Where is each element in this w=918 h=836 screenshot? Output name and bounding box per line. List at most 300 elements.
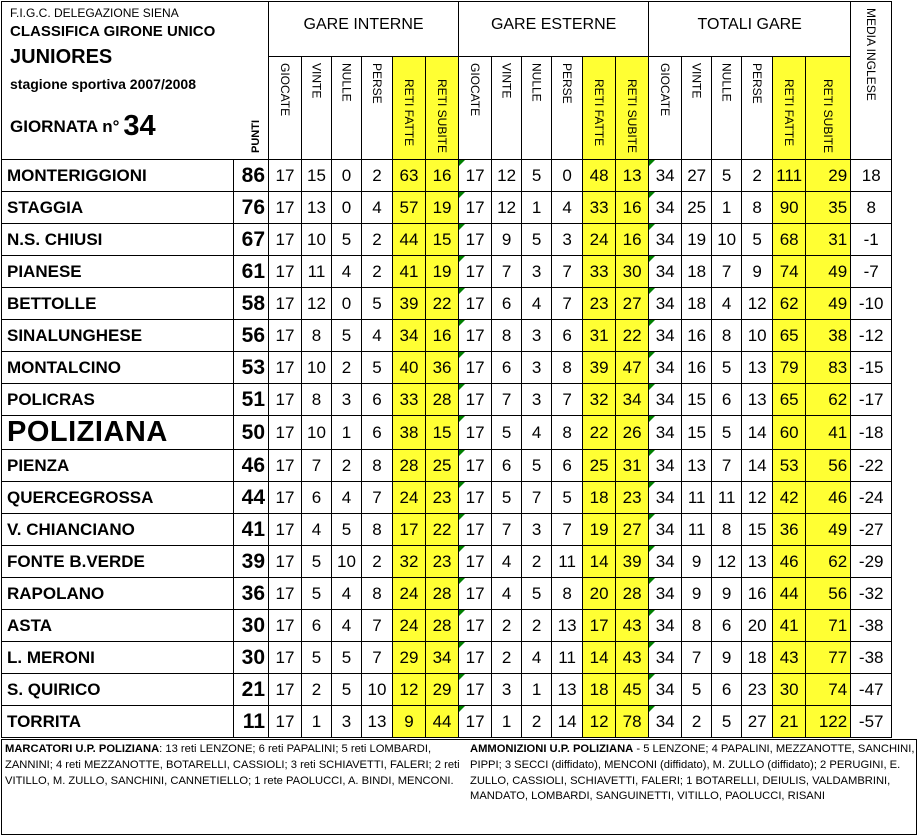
english-average: -15 — [851, 352, 892, 384]
total-reti-subite: 56 — [806, 450, 851, 482]
team-name: QUERCEGROSSA — [2, 482, 234, 514]
away-reti-subite: 23 — [616, 482, 649, 514]
away-giocate: 17 — [459, 450, 492, 482]
away-perse: 6 — [552, 320, 583, 352]
team-points: 76 — [234, 192, 269, 224]
team-name: PIANESE — [2, 256, 234, 288]
total-giocate: 34 — [649, 546, 682, 578]
away-reti-fatte: 18 — [583, 674, 616, 706]
total-nulle: 11 — [712, 482, 742, 514]
team-points: 56 — [234, 320, 269, 352]
total-reti-subite: 31 — [806, 224, 851, 256]
col-header-away-perse — [552, 57, 583, 160]
away-reti-subite: 47 — [616, 352, 649, 384]
team-points: 51 — [234, 384, 269, 416]
table-row — [2, 352, 892, 384]
average-header — [851, 2, 892, 160]
total-giocate: 34 — [649, 706, 682, 738]
away-perse: 11 — [552, 546, 583, 578]
home-giocate: 17 — [269, 160, 302, 192]
team-points: 58 — [234, 288, 269, 320]
points-header: PUNTI — [250, 120, 262, 153]
team-points: 46 — [234, 450, 269, 482]
away-giocate: 17 — [459, 160, 492, 192]
home-giocate: 17 — [269, 578, 302, 610]
home-reti-fatte: 17 — [393, 514, 426, 546]
total-perse: 8 — [742, 192, 773, 224]
away-reti-fatte: 33 — [583, 256, 616, 288]
home-perse: 8 — [362, 450, 393, 482]
home-giocate: 17 — [269, 706, 302, 738]
table-row — [2, 578, 892, 610]
away-perse: 7 — [552, 288, 583, 320]
away-reti-fatte: 14 — [583, 642, 616, 674]
home-reti-fatte: 9 — [393, 706, 426, 738]
away-reti-subite: 26 — [616, 416, 649, 450]
team-name: STAGGIA — [2, 192, 234, 224]
col-header-total-perse — [742, 57, 773, 160]
team-name: FONTE B.VERDE — [2, 546, 234, 578]
away-nulle: 3 — [522, 514, 552, 546]
col-header-text: RETI FATTE — [402, 79, 416, 147]
away-giocate: 17 — [459, 546, 492, 578]
home-vinte: 10 — [302, 416, 332, 450]
total-perse: 23 — [742, 674, 773, 706]
total-reti-subite: 83 — [806, 352, 851, 384]
round-label — [10, 110, 156, 143]
total-reti-subite: 56 — [806, 578, 851, 610]
away-perse: 13 — [552, 674, 583, 706]
col-header-total-giocate — [649, 57, 682, 160]
away-perse: 4 — [552, 192, 583, 224]
col-header-home-perse — [362, 57, 393, 160]
away-giocate: 17 — [459, 482, 492, 514]
total-reti-fatte: 62 — [773, 288, 806, 320]
col-header-away-nulle — [522, 57, 552, 160]
team-name: BETTOLLE — [2, 288, 234, 320]
away-nulle: 1 — [522, 192, 552, 224]
team-name: N.S. CHIUSI — [2, 224, 234, 256]
away-perse: 7 — [552, 384, 583, 416]
col-header-text: PERSE — [560, 63, 575, 104]
total-perse: 14 — [742, 416, 773, 450]
away-nulle: 1 — [522, 674, 552, 706]
total-reti-subite: 29 — [806, 160, 851, 192]
table-row — [2, 610, 892, 642]
away-giocate: 17 — [459, 192, 492, 224]
home-perse: 10 — [362, 674, 393, 706]
away-vinte: 1 — [492, 706, 522, 738]
home-reti-fatte: 12 — [393, 674, 426, 706]
table-row — [2, 256, 892, 288]
total-reti-fatte: 90 — [773, 192, 806, 224]
home-perse: 8 — [362, 578, 393, 610]
total-vinte: 18 — [682, 288, 712, 320]
table-row — [2, 674, 892, 706]
away-vinte: 6 — [492, 352, 522, 384]
away-nulle: 7 — [522, 482, 552, 514]
home-nulle: 4 — [332, 578, 362, 610]
home-nulle: 1 — [332, 416, 362, 450]
col-header-text: RETI FATTE — [782, 79, 797, 147]
home-reti-fatte: 41 — [393, 256, 426, 288]
home-reti-fatte: 38 — [393, 416, 426, 450]
away-giocate: 17 — [459, 578, 492, 610]
total-perse: 15 — [742, 514, 773, 546]
away-reti-subite: 30 — [616, 256, 649, 288]
away-perse: 11 — [552, 642, 583, 674]
team-name: POLICRAS — [2, 384, 234, 416]
table-row — [2, 482, 892, 514]
home-nulle: 5 — [332, 320, 362, 352]
away-reti-fatte: 39 — [583, 352, 616, 384]
home-reti-fatte: 24 — [393, 610, 426, 642]
total-vinte: 9 — [682, 578, 712, 610]
category-label: JUNIORES — [10, 46, 113, 68]
away-reti-fatte: 48 — [583, 160, 616, 192]
bookings-note — [470, 742, 915, 805]
home-nulle: 2 — [332, 352, 362, 384]
table-row — [2, 288, 892, 320]
total-nulle: 9 — [712, 642, 742, 674]
home-giocate: 17 — [269, 352, 302, 384]
col-header-text: NULLE — [529, 63, 544, 102]
total-perse: 9 — [742, 256, 773, 288]
away-vinte: 6 — [492, 450, 522, 482]
total-giocate: 34 — [649, 674, 682, 706]
home-vinte: 12 — [302, 288, 332, 320]
home-vinte: 5 — [302, 642, 332, 674]
col-header-text: PERSE — [370, 63, 384, 104]
home-vinte: 2 — [302, 674, 332, 706]
english-average: -12 — [851, 320, 892, 352]
away-vinte: 7 — [492, 514, 522, 546]
total-giocate: 34 — [649, 416, 682, 450]
col-header-text: PERSE — [750, 63, 765, 104]
home-perse: 4 — [362, 320, 393, 352]
total-reti-subite: 35 — [806, 192, 851, 224]
total-vinte: 27 — [682, 160, 712, 192]
home-perse: 4 — [362, 192, 393, 224]
home-vinte: 6 — [302, 482, 332, 514]
total-perse: 14 — [742, 450, 773, 482]
home-vinte: 10 — [302, 352, 332, 384]
home-reti-subite: 19 — [426, 192, 459, 224]
english-average: -10 — [851, 288, 892, 320]
total-reti-fatte: 42 — [773, 482, 806, 514]
total-perse: 2 — [742, 160, 773, 192]
away-vinte: 6 — [492, 288, 522, 320]
header-block — [2, 2, 269, 160]
home-giocate: 17 — [269, 642, 302, 674]
home-perse: 6 — [362, 416, 393, 450]
away-reti-subite: 28 — [616, 578, 649, 610]
total-reti-subite: 49 — [806, 288, 851, 320]
col-header-home-nulle — [332, 57, 362, 160]
away-perse: 7 — [552, 256, 583, 288]
total-nulle: 5 — [712, 416, 742, 450]
home-nulle: 3 — [332, 706, 362, 738]
table-row — [2, 384, 892, 416]
total-vinte: 16 — [682, 352, 712, 384]
english-average: -22 — [851, 450, 892, 482]
away-giocate: 17 — [459, 352, 492, 384]
home-vinte: 13 — [302, 192, 332, 224]
home-reti-subite: 29 — [426, 674, 459, 706]
average-header-text: MEDIA INGLESE — [864, 8, 879, 101]
home-reti-subite: 23 — [426, 546, 459, 578]
home-perse: 2 — [362, 256, 393, 288]
home-vinte: 5 — [302, 546, 332, 578]
total-nulle: 10 — [712, 224, 742, 256]
home-giocate: 17 — [269, 384, 302, 416]
away-vinte: 7 — [492, 256, 522, 288]
away-perse: 5 — [552, 482, 583, 514]
team-name: TORRITA — [2, 706, 234, 738]
total-reti-fatte: 65 — [773, 320, 806, 352]
col-header-text: RETI SUBITE — [821, 79, 836, 154]
group-away-header: GARE ESTERNE — [459, 2, 649, 57]
total-vinte: 2 — [682, 706, 712, 738]
home-perse: 7 — [362, 482, 393, 514]
home-reti-fatte: 57 — [393, 192, 426, 224]
total-giocate: 34 — [649, 160, 682, 192]
home-reti-fatte: 28 — [393, 450, 426, 482]
total-vinte: 18 — [682, 256, 712, 288]
col-header-text: NULLE — [339, 63, 354, 102]
total-vinte: 15 — [682, 384, 712, 416]
home-reti-fatte: 39 — [393, 288, 426, 320]
total-giocate: 34 — [649, 514, 682, 546]
col-header-home-reti-subite — [426, 57, 459, 160]
away-reti-subite: 45 — [616, 674, 649, 706]
home-vinte: 6 — [302, 610, 332, 642]
home-vinte: 11 — [302, 256, 332, 288]
total-giocate: 34 — [649, 642, 682, 674]
home-reti-subite: 15 — [426, 224, 459, 256]
english-average: -38 — [851, 610, 892, 642]
table-row — [2, 320, 892, 352]
away-reti-fatte: 22 — [583, 416, 616, 450]
total-perse: 20 — [742, 610, 773, 642]
total-perse: 13 — [742, 546, 773, 578]
team-name: S. QUIRICO — [2, 674, 234, 706]
col-header-text: RETI SUBITE — [435, 79, 450, 154]
total-vinte: 11 — [682, 482, 712, 514]
team-name: PIENZA — [2, 450, 234, 482]
away-nulle: 3 — [522, 256, 552, 288]
total-reti-subite: 71 — [806, 610, 851, 642]
scorers-text: : 13 reti LENZONE; 6 reti PAPALINI; 5 reti LOMBARDI, ZANNINI; 4 reti MEZZANOTTE, BOTARELLI, CASSIOLI; 3 reti SCHIAVETTI, FALERI; 2 reti VITILLO, M. ZULLO, SANCHINI, CANNETIELLO; 1 rete PAOLUCCI, A. BINDI, MENCONI. — [5, 743, 460, 787]
away-vinte: 4 — [492, 546, 522, 578]
away-giocate: 17 — [459, 610, 492, 642]
total-vinte: 11 — [682, 514, 712, 546]
round-number: 34 — [123, 110, 156, 142]
total-giocate: 34 — [649, 482, 682, 514]
total-reti-subite: 77 — [806, 642, 851, 674]
home-reti-fatte: 32 — [393, 546, 426, 578]
total-perse: 12 — [742, 482, 773, 514]
home-giocate: 17 — [269, 674, 302, 706]
english-average: 8 — [851, 192, 892, 224]
home-vinte: 5 — [302, 578, 332, 610]
total-nulle: 12 — [712, 546, 742, 578]
away-reti-subite: 31 — [616, 450, 649, 482]
home-reti-fatte: 40 — [393, 352, 426, 384]
home-nulle: 5 — [332, 514, 362, 546]
home-reti-subite: 16 — [426, 320, 459, 352]
away-perse: 14 — [552, 706, 583, 738]
home-reti-subite: 34 — [426, 642, 459, 674]
team-name: V. CHIANCIANO — [2, 514, 234, 546]
competition-label: CLASSIFICA GIRONE UNICO — [10, 23, 216, 40]
col-header-text: GIOCATE — [468, 63, 483, 117]
home-perse: 2 — [362, 160, 393, 192]
table-row — [2, 450, 892, 482]
total-perse: 18 — [742, 642, 773, 674]
away-reti-fatte: 17 — [583, 610, 616, 642]
total-giocate: 34 — [649, 610, 682, 642]
total-reti-fatte: 60 — [773, 416, 806, 450]
away-nulle: 5 — [522, 450, 552, 482]
home-nulle: 10 — [332, 546, 362, 578]
team-points: 39 — [234, 546, 269, 578]
home-nulle: 0 — [332, 192, 362, 224]
home-nulle: 0 — [332, 288, 362, 320]
col-header-text: GIOCATE — [658, 63, 673, 117]
home-reti-fatte: 29 — [393, 642, 426, 674]
away-reti-fatte: 23 — [583, 288, 616, 320]
total-nulle: 9 — [712, 578, 742, 610]
total-reti-subite: 122 — [806, 706, 851, 738]
away-reti-subite: 34 — [616, 384, 649, 416]
home-perse: 6 — [362, 384, 393, 416]
home-reti-subite: 28 — [426, 384, 459, 416]
table-row — [2, 642, 892, 674]
total-perse: 5 — [742, 224, 773, 256]
away-nulle: 5 — [522, 160, 552, 192]
home-giocate: 17 — [269, 288, 302, 320]
col-header-text: RETI FATTE — [592, 79, 607, 147]
col-header-total-reti-fatte — [773, 57, 806, 160]
team-name: RAPOLANO — [2, 578, 234, 610]
total-perse: 16 — [742, 578, 773, 610]
total-vinte: 5 — [682, 674, 712, 706]
footer-notes — [1, 739, 917, 835]
english-average: -17 — [851, 384, 892, 416]
home-reti-fatte: 24 — [393, 578, 426, 610]
away-reti-subite: 43 — [616, 642, 649, 674]
total-giocate: 34 — [649, 320, 682, 352]
away-vinte: 12 — [492, 160, 522, 192]
away-vinte: 8 — [492, 320, 522, 352]
total-reti-fatte: 79 — [773, 352, 806, 384]
team-name: MONTALCINO — [2, 352, 234, 384]
away-giocate: 17 — [459, 256, 492, 288]
total-reti-fatte: 53 — [773, 450, 806, 482]
home-reti-fatte: 63 — [393, 160, 426, 192]
total-nulle: 7 — [712, 450, 742, 482]
total-reti-fatte: 36 — [773, 514, 806, 546]
team-points: 67 — [234, 224, 269, 256]
away-perse: 3 — [552, 224, 583, 256]
away-perse: 8 — [552, 352, 583, 384]
total-vinte: 25 — [682, 192, 712, 224]
total-reti-subite: 41 — [806, 416, 851, 450]
col-header-text: GIOCATE — [278, 63, 292, 117]
total-giocate: 34 — [649, 288, 682, 320]
col-header-text: VINTE — [499, 63, 514, 99]
team-points: 36 — [234, 578, 269, 610]
table-row — [2, 192, 892, 224]
away-reti-subite: 22 — [616, 320, 649, 352]
total-perse: 12 — [742, 288, 773, 320]
team-points: 41 — [234, 514, 269, 546]
group-home-header: GARE INTERNE — [269, 2, 459, 57]
total-nulle: 5 — [712, 352, 742, 384]
total-reti-subite: 74 — [806, 674, 851, 706]
team-name: ASTA — [2, 610, 234, 642]
away-nulle: 4 — [522, 416, 552, 450]
total-vinte: 15 — [682, 416, 712, 450]
home-perse: 7 — [362, 642, 393, 674]
total-giocate: 34 — [649, 192, 682, 224]
home-reti-fatte: 24 — [393, 482, 426, 514]
away-perse: 0 — [552, 160, 583, 192]
home-reti-fatte: 34 — [393, 320, 426, 352]
total-nulle: 5 — [712, 706, 742, 738]
col-header-total-nulle — [712, 57, 742, 160]
away-reti-fatte: 31 — [583, 320, 616, 352]
col-header-total-vinte — [682, 57, 712, 160]
english-average: -57 — [851, 706, 892, 738]
total-vinte: 16 — [682, 320, 712, 352]
col-header-total-reti-subite — [806, 57, 851, 160]
away-nulle: 5 — [522, 578, 552, 610]
home-perse: 2 — [362, 546, 393, 578]
team-points: 53 — [234, 352, 269, 384]
home-giocate: 17 — [269, 514, 302, 546]
table-row — [2, 224, 892, 256]
table-row — [2, 416, 892, 450]
away-perse: 13 — [552, 610, 583, 642]
group-total-header: TOTALI GARE — [649, 2, 851, 57]
total-reti-fatte: 46 — [773, 546, 806, 578]
away-nulle: 4 — [522, 642, 552, 674]
away-vinte: 5 — [492, 482, 522, 514]
away-nulle: 4 — [522, 288, 552, 320]
total-nulle: 6 — [712, 384, 742, 416]
away-vinte: 2 — [492, 642, 522, 674]
home-giocate: 17 — [269, 546, 302, 578]
away-giocate: 17 — [459, 514, 492, 546]
away-giocate: 17 — [459, 384, 492, 416]
total-giocate: 34 — [649, 450, 682, 482]
home-nulle: 0 — [332, 160, 362, 192]
english-average: -7 — [851, 256, 892, 288]
away-perse: 8 — [552, 578, 583, 610]
home-giocate: 17 — [269, 224, 302, 256]
scorers-label: MARCATORI U.P. POLIZIANA — [5, 743, 160, 755]
table-row — [2, 546, 892, 578]
total-nulle: 6 — [712, 674, 742, 706]
home-vinte: 8 — [302, 320, 332, 352]
away-reti-subite: 16 — [616, 224, 649, 256]
home-reti-subite: 22 — [426, 514, 459, 546]
home-giocate: 17 — [269, 320, 302, 352]
home-giocate: 17 — [269, 192, 302, 224]
total-nulle: 8 — [712, 320, 742, 352]
